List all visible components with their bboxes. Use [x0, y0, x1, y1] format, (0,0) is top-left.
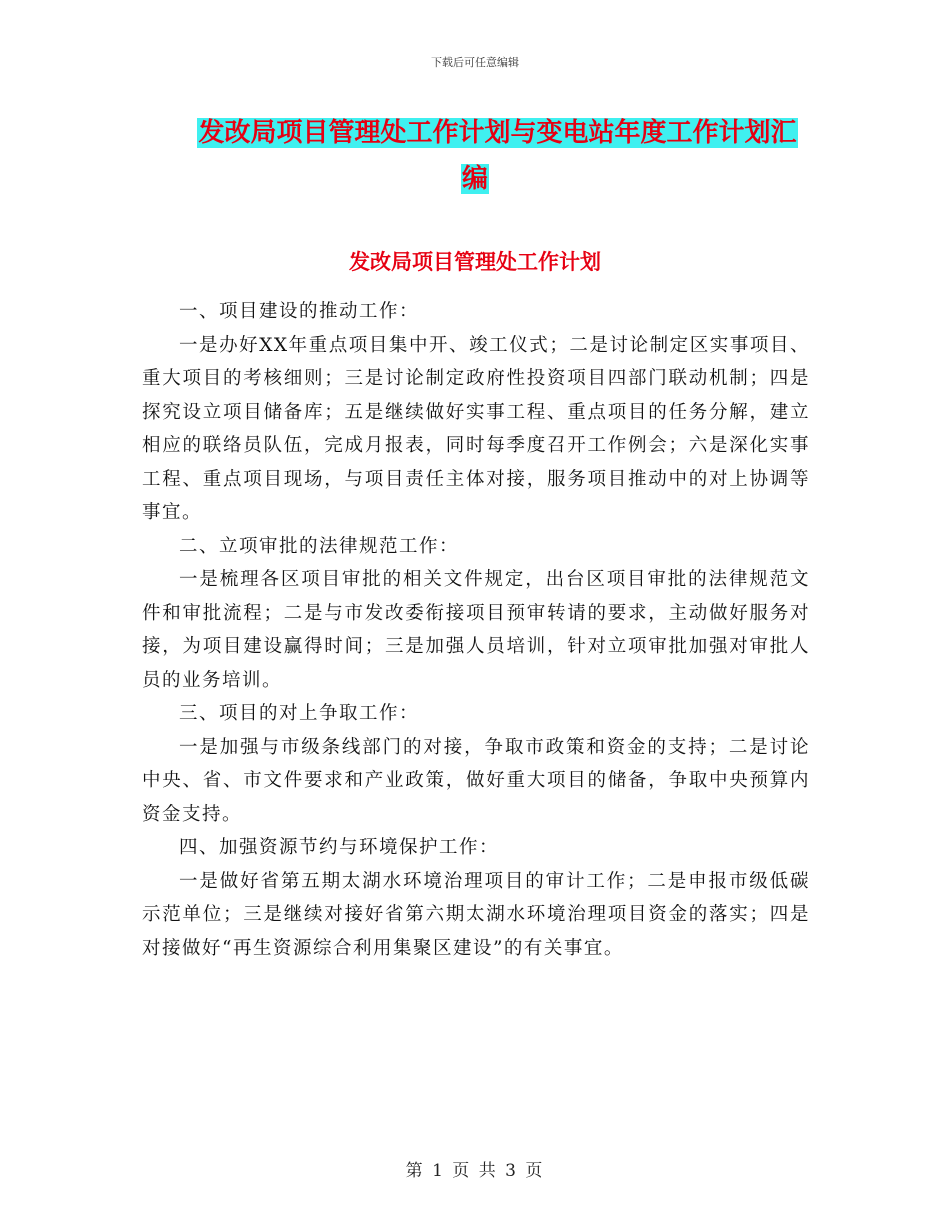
paragraph-upward-support: 一是加强与市级条线部门的对接，争取市政策和资金的支持；二是讨论中央、省、市文件要求和产业政策，做好重大项目的储备，争取中央预算内资金支持。	[142, 736, 810, 825]
heading-resource-environment: 四、加强资源节约与环境保护工作：	[179, 837, 500, 858]
heading-upward-support: 三、项目的对上争取工作：	[179, 703, 420, 724]
paragraph-resource-environment: 一是做好省第五期太湖水环境治理项目的审计工作；二是申报市级低碳示范单位；三是继续对接好省第六期太湖水环境治理项目资金的落实；四是对接做好“再生资源综合利用集聚区建设”的有关事宜。	[142, 870, 810, 959]
heading-project-promotion: 一、项目建设的推动工作：	[179, 301, 420, 322]
page-footer: 第 1 页 共 3 页	[405, 1161, 545, 1181]
document-title-line1: 发改局项目管理处工作计划与变电站年度工作计划汇	[198, 118, 797, 148]
section-title: 发改局项目管理处工作计划	[349, 250, 601, 274]
paragraph-approval-regulation: 一是梳理各区项目审批的相关文件规定，出台区项目审批的法律规范文件和审批流程；二是与市发改委衔接项目预审转请的要求，主动做好服务对接，为项目建设赢得时间；三是加强人员培训，针对立项审批加强对审批人员的业务培训。	[142, 569, 810, 691]
document-title-line2: 编	[461, 164, 488, 194]
document-title	[0, 110, 950, 202]
heading-approval-regulation: 二、立项审批的法律规范工作：	[179, 535, 460, 557]
document-body	[142, 295, 810, 965]
header-note: 下载后可任意编辑	[431, 56, 519, 69]
paragraph-project-promotion: 一是办好XX年重点项目集中开、竣工仪式；二是讨论制定区实事项目、重大项目的考核细则；三是讨论制定政府性投资项目四部门联动机制；四是探究设立项目储备库；五是继续做好实事工程、重点项目的任务分解，建立相应的联络员队伍，完成月报表，同时每季度召开工作例会；六是深化实事工程、重点项目现场，与项目责任主体对接，服务项目推动中的对上协调等事宜。	[142, 334, 810, 523]
